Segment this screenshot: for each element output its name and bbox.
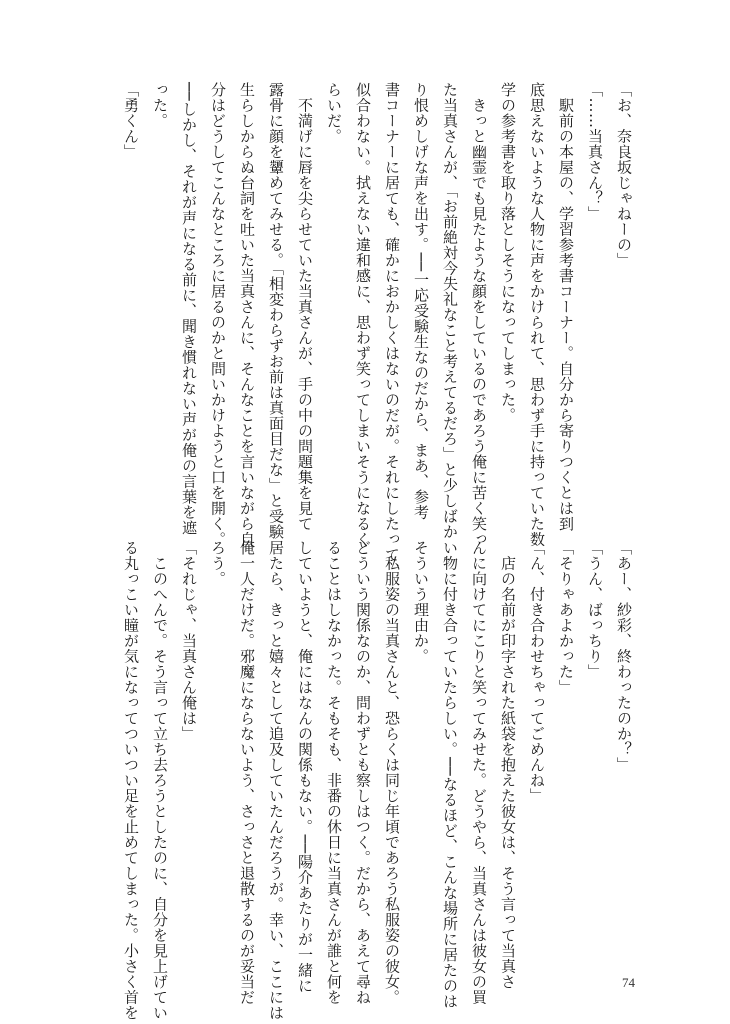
- top-block-line: った。: [151, 82, 169, 129]
- text-block-top: [116, 82, 638, 578]
- bottom-block-line: 「あー、紗彩、終わったのか？」: [615, 540, 633, 773]
- bottom-block-line: していようと、俺にはなんの関係もない。──陽介あたりが一緒に: [296, 540, 314, 994]
- page-number: 74: [622, 975, 635, 990]
- bottom-block-line: 店の名前が印字された紙袋を抱えた彼女は、そう言って当真さ: [499, 540, 517, 990]
- top-block-line: きっと幽霊でも見たような顔をしているのであろう俺に苦く笑っ: [470, 82, 488, 547]
- bottom-block-line: ろう。: [209, 540, 227, 587]
- top-block-line: 似合わない。拭えない違和感に、思わず笑ってしまいそうになるく: [354, 82, 372, 547]
- top-block-line: 「お、奈良坂じゃねーの」: [615, 82, 633, 268]
- top-block-line: 駅前の本屋の、学習参考書コーナー。自分から寄りつくとは到: [557, 82, 575, 532]
- bottom-block-line: そういう理由か。: [412, 540, 430, 664]
- bottom-block-line: このへんで。そう言って立ち去ろうとしたのに、自分を見上げてい: [151, 540, 169, 1021]
- top-block-line: ──しかし、それが声になる前に、聞き慣れない声が俺の言葉を遮: [180, 82, 198, 536]
- bottom-block-line: どういう関係なのか、問わずとも察しはつく。だから、あえて尋ね: [354, 540, 372, 1005]
- bottom-block-line: 居たら、きっと嬉々として追及していたんだろうが。幸い、ここには: [267, 540, 285, 1021]
- top-block-line: 書コーナーに居ても、確かにおかしくはないのだが。それにしたって、: [383, 82, 401, 578]
- bottom-block-line: 俺一人だけだ。邪魔にならないよう、さっさと退散するのが妥当だ: [238, 540, 256, 1005]
- top-block-line: 「……当真さん？」: [586, 82, 604, 222]
- top-block-line: 底思えないような人物に声をかけられて、思わず手に持っていた数: [528, 82, 546, 547]
- bottom-block-line: んに向けてにこりと笑ってみせた。どうやら、当真さんは彼女の買: [470, 540, 488, 1005]
- bottom-block-line: い物に付き合っていたらしい。──なるほど、こんな場所に居たのは: [441, 540, 459, 1009]
- bottom-block-line: 「それじゃ、当真さん俺は」: [180, 540, 198, 742]
- bottom-block-line: る丸っこい瞳が気になってついつい足を止めてしまった。小さく首を: [122, 540, 140, 1021]
- top-block-line: 生らしからぬ台詞を吐いた当真さんに、そんなことを言いながら自: [238, 82, 256, 547]
- top-block-line: り恨めしげな声を出す。──一応受験生なのだから、まあ、参考: [412, 82, 430, 520]
- top-block-line: 露骨に顔を顰めてみせる。「相変わらずお前は真面目だな」と受験: [267, 82, 285, 540]
- bottom-block-line: 「うん、ばっちり」: [586, 540, 604, 680]
- top-block-line: た当真さんが、「お前絶対今失礼なこと考えてるだろ」と少しばか: [441, 82, 459, 540]
- top-block-line: 分はどうしてこんなところに居るのかと問いかけようと口を開く。: [209, 82, 227, 547]
- bottom-block-line: 私服姿の当真さんと、恐らくは同じ年頃であろう私服姿の彼女。: [383, 540, 401, 1005]
- bottom-block-line: 「そりゃあよかった」: [557, 540, 575, 695]
- top-block-line: 不満げに唇を尖らせていた当真さんが、手の中の問題集を見て: [296, 82, 314, 532]
- top-block-line: 「勇くん」: [122, 82, 140, 160]
- bottom-block-line: ることはしなかった。そもそも、非番の休日に当真さんが誰と何を: [325, 540, 343, 1005]
- top-block-line: 学の参考書を取り落としそうになってしまった。: [499, 82, 517, 423]
- bottom-block-line: 「ん、付き合わせちゃってごめんね」: [528, 540, 546, 804]
- top-block-line: らいだ。: [325, 82, 343, 144]
